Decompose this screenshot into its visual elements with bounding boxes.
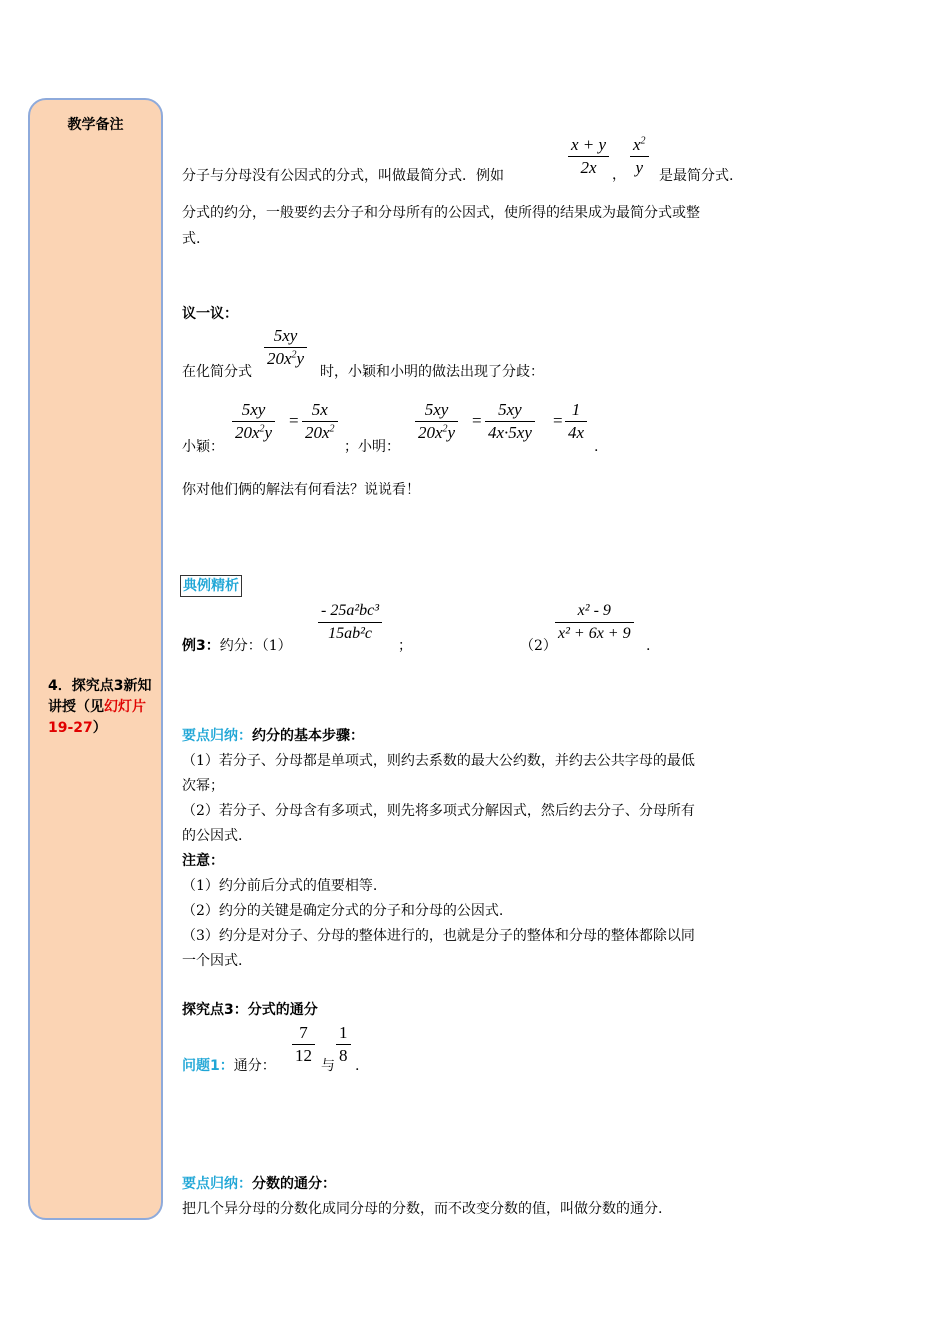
discuss-question: 你对他们俩的解法有何看法？说说看！ <box>182 482 420 498</box>
question1-fraction-1 <box>292 1022 315 1067</box>
example-section-box: 典例精析 <box>180 575 242 597</box>
question1-period: . <box>355 1058 360 1074</box>
summary2-text: 把几个异分母的分数化成同分母的分数，而不改变分数的值，叫做分数的通分. <box>182 1201 663 1217</box>
xiaoming-fraction-3-denominator: 4x <box>568 423 585 442</box>
summary1-label: 要点归纳： <box>182 728 252 744</box>
teaching-notes-sidebar <box>28 98 163 1220</box>
summary1-title: 约分的基本步骤： <box>252 728 364 744</box>
xiaoying-fraction-1 <box>232 399 275 444</box>
note-3-line2: 一个因式. <box>182 953 243 969</box>
example-fraction-1 <box>568 134 609 179</box>
xiaoying-label: 小颖： <box>182 439 224 455</box>
reduction-definition-line1: 分式的约分，一般要约去分子和分母所有的公因式，使所得的结果成为最简分式或整 <box>182 205 700 221</box>
slide-reference: 幻灯片19-27 <box>48 699 146 736</box>
xiaoying-fraction-2-denominator: $20x^2$ <box>305 423 335 442</box>
question1-text: 通分： <box>233 1058 276 1074</box>
question1-fraction-1-numerator: 7 <box>292 1022 315 1045</box>
example3-semicolon: ； <box>398 638 412 654</box>
xiaoying-fraction-2-numerator: 5x <box>302 399 338 422</box>
xiaoming-fraction-2 <box>485 399 535 444</box>
question1-line <box>182 1056 276 1076</box>
summary2-title: 分数的通分： <box>252 1176 336 1192</box>
summary1-heading <box>182 726 364 746</box>
note-3-line1: （3）约分是对分子、分母的整体进行的，也就是分子的整体和分母的整体都除以同 <box>182 928 695 944</box>
xiaoming-fraction-1-denominator: $20x^2y$ <box>418 423 456 442</box>
xiaoming-fraction-1-numerator: 5xy <box>415 399 458 422</box>
summary2-heading <box>182 1174 336 1194</box>
discuss-fraction <box>264 325 307 370</box>
xiaoming-fraction-1 <box>415 399 458 444</box>
example3-fraction-2 <box>555 600 634 645</box>
sidebar-title: 教学备注 <box>67 117 124 133</box>
xiaoming-fraction-3 <box>565 399 587 444</box>
xiaoying-fraction-2 <box>302 399 338 444</box>
example3-fraction-1 <box>318 600 382 645</box>
example-fraction-1-denominator: 2x <box>580 158 597 177</box>
question1-with: 与 <box>321 1058 335 1074</box>
sidebar-note-suffix: ） <box>92 720 107 736</box>
example-fraction-1-numerator: x + y <box>568 134 609 157</box>
simplest-fraction-definition-end: 是最简分式. <box>659 168 734 184</box>
xiaoming-fraction-2-numerator: 5xy <box>485 399 535 422</box>
example3-line <box>182 636 292 656</box>
example3-part2-label: （2） <box>520 638 557 654</box>
reduction-definition-line2: 式. <box>182 231 201 247</box>
example-fraction-2 <box>630 134 649 179</box>
discuss-fraction-numerator: 5xy <box>264 325 307 348</box>
discuss-text-start: 在化简分式 <box>182 364 252 380</box>
xiaoming-equals-1: = <box>472 411 482 430</box>
note-2: （2）约分的关键是确定分式的分子和分母的公因式. <box>182 903 504 919</box>
xiaoming-period: . <box>594 439 599 455</box>
step1-line2: 次幂； <box>182 778 224 794</box>
xiaoming-fraction-2-denominator: 4x·5xy <box>488 423 532 442</box>
example3-fraction-1-numerator: - 25a²bc³ <box>318 600 382 623</box>
discuss-title: 议一议： <box>182 306 238 322</box>
example3-period: . <box>646 638 651 654</box>
question1-fraction-2-numerator: 1 <box>336 1022 351 1045</box>
sidebar-note <box>48 676 152 739</box>
example-fraction-2-denominator: y <box>635 158 644 177</box>
explore3-title: 探究点3：分式的通分 <box>182 1002 318 1018</box>
discuss-fraction-denominator: $20x^2y$ <box>267 349 305 368</box>
question1-fraction-1-denominator: 12 <box>295 1046 312 1065</box>
question1-fraction-2-denominator: 8 <box>339 1046 348 1065</box>
xiaoming-label: ；小明： <box>344 439 400 455</box>
question1-label: 问题1： <box>182 1058 234 1074</box>
example3-fraction-1-denominator: 15ab²c <box>328 625 372 642</box>
xiaoying-fraction-1-numerator: 5xy <box>232 399 275 422</box>
step1-line1: （1）若分子、分母都是单项式，则约去系数的最大公约数，并约去公共字母的最低 <box>182 753 695 769</box>
note-title: 注意： <box>182 853 224 869</box>
example3-text: 约分：（1） <box>219 638 292 654</box>
question1-fraction-2 <box>336 1022 351 1067</box>
xiaoying-fraction-1-denominator: $20x^2y$ <box>235 423 273 442</box>
simplest-fraction-definition: 分子与分母没有公因式的分式，叫做最简分式．例如 <box>182 168 504 184</box>
sidebar-note-prefix: 4．探究点3新知讲授（见 <box>48 678 152 715</box>
note-1: （1）约分前后分式的值要相等. <box>182 878 378 894</box>
example3-label: 例3： <box>182 638 220 654</box>
xiaoming-fraction-3-numerator: 1 <box>565 399 587 422</box>
xiaoming-equals-2: = <box>553 411 563 430</box>
example3-fraction-2-denominator: x² + 6x + 9 <box>558 625 631 642</box>
step2-line2: 的公因式. <box>182 828 243 844</box>
step2-line1: （2）若分子、分母含有多项式，则先将多项式分解因式，然后约去分子、分母所有 <box>182 803 695 819</box>
discuss-text-end: 时，小颖和小明的做法出现了分歧： <box>320 364 544 380</box>
summary2-label: 要点归纳： <box>182 1176 252 1192</box>
example-separator: ， <box>612 167 626 183</box>
example-fraction-2-numerator: $x^2$ <box>630 134 649 157</box>
xiaoying-equals: = <box>289 411 299 430</box>
example3-fraction-2-numerator: x² - 9 <box>555 600 634 623</box>
